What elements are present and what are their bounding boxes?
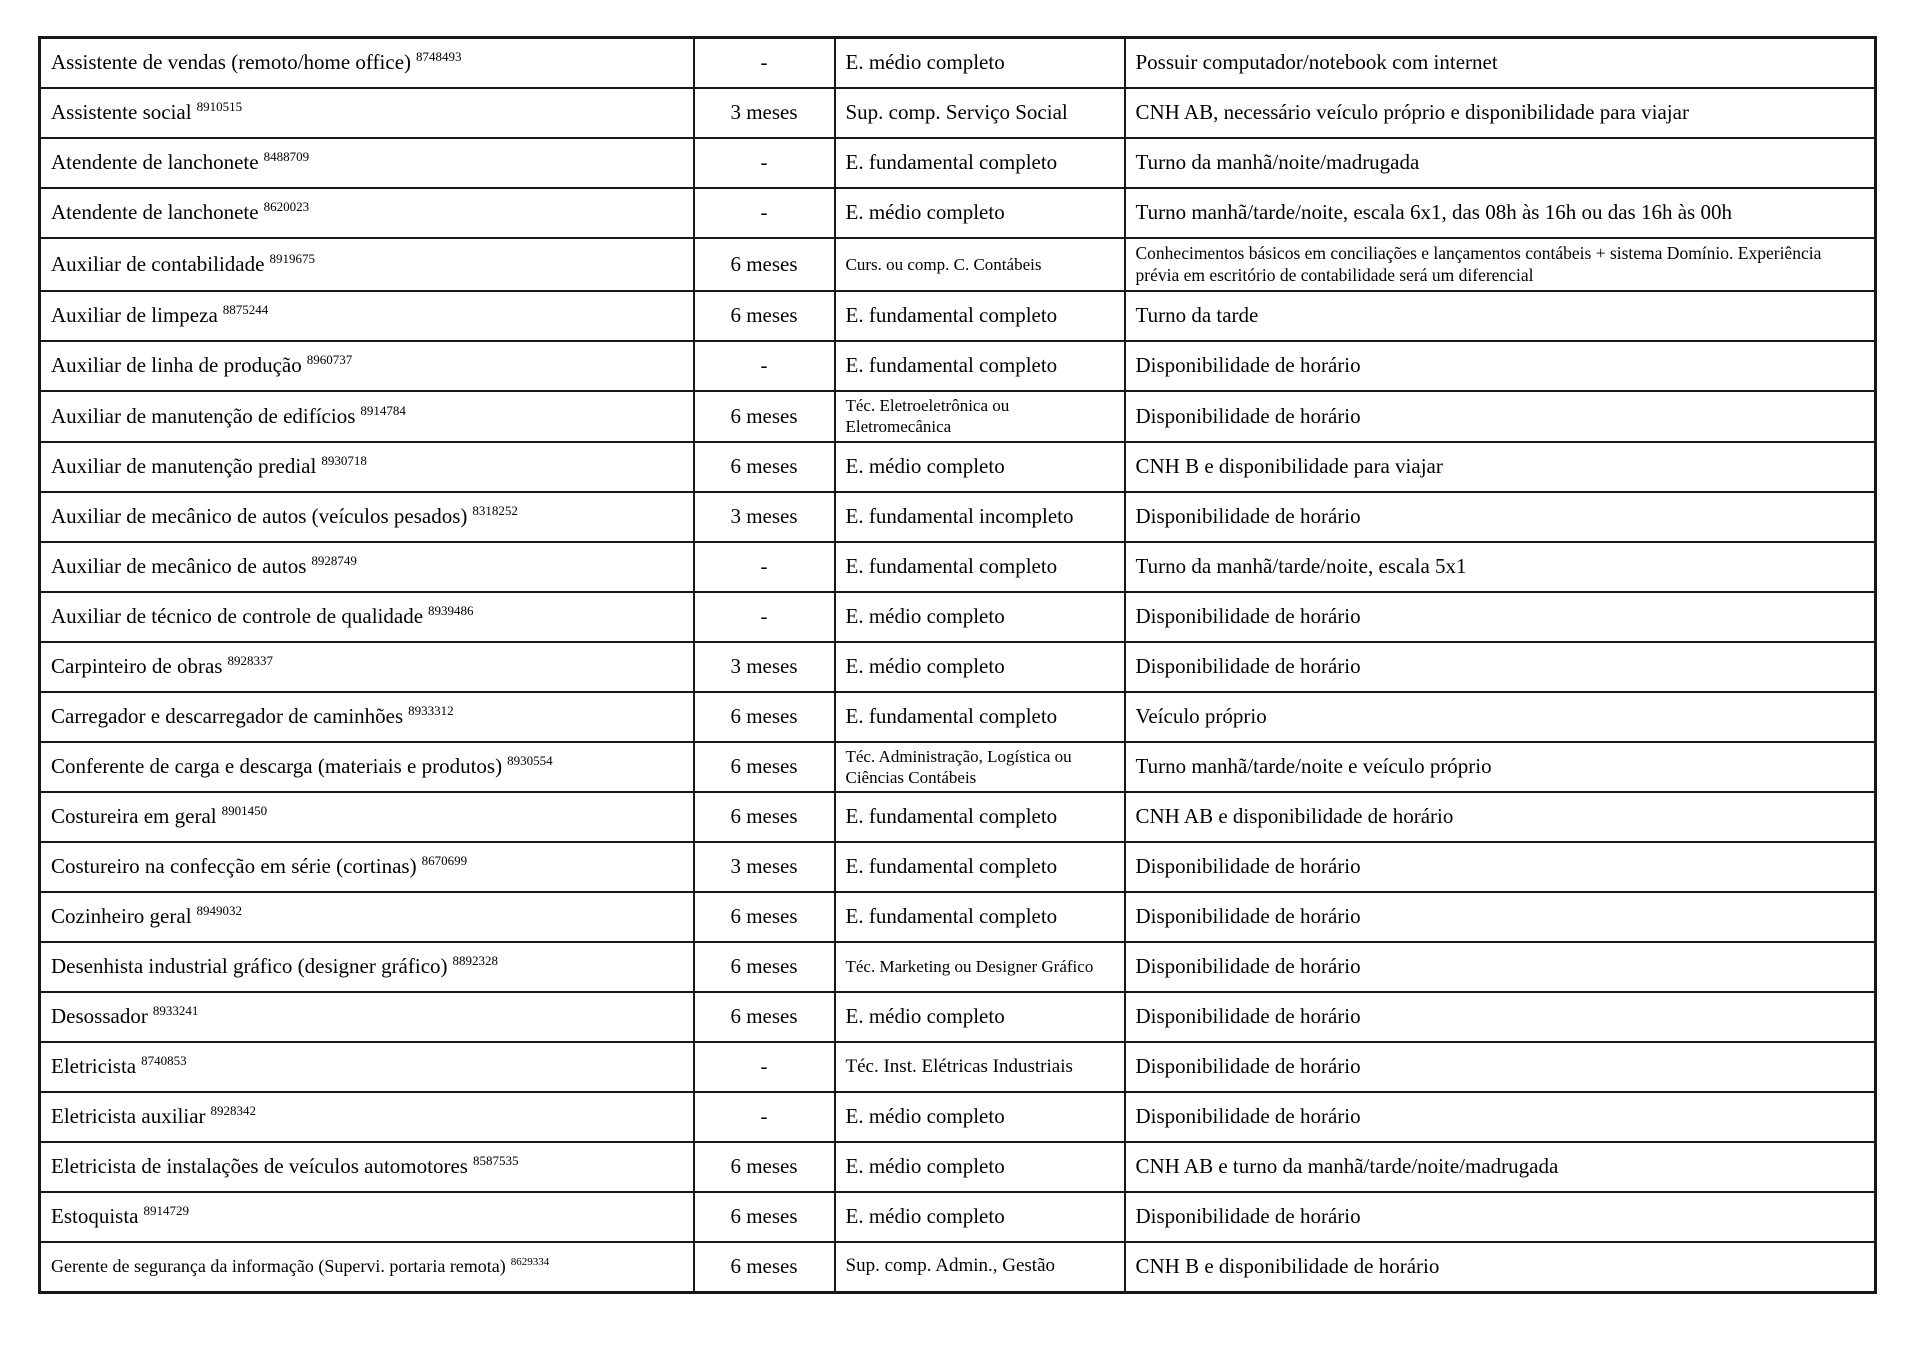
job-title: Auxiliar de manutenção predial <box>51 453 317 478</box>
education-cell: Sup. comp. Admin., Gestão <box>835 1242 1125 1292</box>
experience-cell: 6 meses <box>694 442 835 492</box>
table-row <box>40 291 1876 341</box>
education-cell: E. médio completo <box>835 38 1125 88</box>
experience-cell: 6 meses <box>694 1142 835 1192</box>
job-title-cell <box>40 892 694 942</box>
job-title-cell <box>40 291 694 341</box>
table-row <box>40 391 1876 442</box>
job-title: Desossador <box>51 1004 148 1029</box>
education-cell: E. fundamental incompleto <box>835 492 1125 542</box>
vacancy-id: 8930718 <box>321 452 367 468</box>
requirements-cell: CNH AB e disponibilidade de horário <box>1125 792 1876 842</box>
experience-cell: 6 meses <box>694 942 835 992</box>
experience-cell: - <box>694 341 835 391</box>
job-title-cell <box>40 1192 694 1242</box>
experience-cell: 6 meses <box>694 792 835 842</box>
job-title: Auxiliar de técnico de controle de qualidade <box>51 603 424 628</box>
vacancy-id: 8930554 <box>507 753 553 769</box>
requirements-cell: Disponibilidade de horário <box>1125 1042 1876 1092</box>
vacancy-id: 8740853 <box>141 1053 187 1069</box>
table-row <box>40 942 1876 992</box>
education-cell: E. fundamental completo <box>835 892 1125 942</box>
job-title: Cozinheiro geral <box>51 904 192 929</box>
requirements-cell: Turno manhã/tarde/noite, escala 6x1, das 08h às 16h ou das 16h às 00h <box>1125 188 1876 238</box>
job-title-cell <box>40 592 694 642</box>
table-row <box>40 1192 1876 1242</box>
table-row <box>40 642 1876 692</box>
job-title: Desenhista industrial gráfico (designer gráfico) <box>51 954 448 979</box>
education-cell: E. fundamental completo <box>835 341 1125 391</box>
requirements-cell: Disponibilidade de horário <box>1125 341 1876 391</box>
requirements-cell: Disponibilidade de horário <box>1125 992 1876 1042</box>
education-cell: Sup. comp. Serviço Social <box>835 88 1125 138</box>
requirements-cell: CNH B e disponibilidade para viajar <box>1125 442 1876 492</box>
education-cell: Téc. Administração, Logística ou Ciências Contábeis <box>835 742 1125 793</box>
experience-cell: 3 meses <box>694 842 835 892</box>
vacancy-id: 8620023 <box>263 198 310 214</box>
job-title: Auxiliar de contabilidade <box>51 251 265 276</box>
experience-cell: - <box>694 38 835 88</box>
job-title-cell <box>40 542 694 592</box>
job-listings-table <box>38 36 1877 1294</box>
table-row <box>40 742 1876 793</box>
job-title-cell <box>40 692 694 742</box>
education-cell: E. fundamental completo <box>835 792 1125 842</box>
requirements-cell: Disponibilidade de horário <box>1125 592 1876 642</box>
table-row <box>40 238 1876 292</box>
job-title-cell <box>40 992 694 1042</box>
requirements-cell: Disponibilidade de horário <box>1125 492 1876 542</box>
vacancy-id: 8670699 <box>421 853 468 869</box>
experience-cell: - <box>694 138 835 188</box>
requirements-cell: CNH B e disponibilidade de horário <box>1125 1242 1876 1292</box>
education-cell: E. médio completo <box>835 642 1125 692</box>
requirements-cell: Turno manhã/tarde/noite e veículo próprio <box>1125 742 1876 793</box>
requirements-cell: Turno da tarde <box>1125 291 1876 341</box>
education-cell: E. fundamental completo <box>835 842 1125 892</box>
experience-cell: 3 meses <box>694 492 835 542</box>
requirements-cell: Veículo próprio <box>1125 692 1876 742</box>
job-title: Assistente social <box>51 99 192 124</box>
requirements-cell: Turno da manhã/tarde/noite, escala 5x1 <box>1125 542 1876 592</box>
vacancy-id: 8901450 <box>221 803 268 819</box>
experience-cell: 3 meses <box>694 88 835 138</box>
requirements-cell: Disponibilidade de horário <box>1125 1092 1876 1142</box>
vacancy-id: 8928337 <box>227 652 273 668</box>
job-title: Carpinteiro de obras <box>51 653 223 678</box>
education-cell: E. médio completo <box>835 188 1125 238</box>
vacancy-id: 8939486 <box>428 602 474 618</box>
experience-cell: - <box>694 542 835 592</box>
table-row <box>40 138 1876 188</box>
job-title-cell <box>40 88 694 138</box>
education-cell: E. médio completo <box>835 592 1125 642</box>
table-row <box>40 88 1876 138</box>
table-row <box>40 792 1876 842</box>
job-title: Assistente de vendas (remoto/home office) <box>51 50 412 75</box>
education-cell: E. médio completo <box>835 1092 1125 1142</box>
table-row <box>40 38 1876 88</box>
job-title: Atendente de lanchonete <box>51 199 259 224</box>
experience-cell: - <box>694 188 835 238</box>
education-cell: Téc. Eletroeletrônica ou Eletromecânica <box>835 391 1125 442</box>
job-title-cell <box>40 942 694 992</box>
job-title: Conferente de carga e descarga (materiais e produtos) <box>51 754 503 779</box>
requirements-cell: Disponibilidade de horário <box>1125 1192 1876 1242</box>
job-title: Costureiro na confecção em série (cortinas) <box>51 854 417 879</box>
experience-cell: 6 meses <box>694 692 835 742</box>
job-title: Auxiliar de linha de produção <box>51 353 302 378</box>
job-title-cell <box>40 188 694 238</box>
experience-cell: 6 meses <box>694 742 835 793</box>
table-row <box>40 442 1876 492</box>
table-row <box>40 992 1876 1042</box>
experience-cell: 6 meses <box>694 1242 835 1292</box>
vacancy-id: 8933312 <box>408 702 454 718</box>
experience-cell: - <box>694 1092 835 1142</box>
job-title: Estoquista <box>51 1204 139 1229</box>
requirements-cell: Disponibilidade de horário <box>1125 642 1876 692</box>
education-cell: E. fundamental completo <box>835 138 1125 188</box>
job-title-cell <box>40 792 694 842</box>
job-title-cell <box>40 442 694 492</box>
job-title: Eletricista <box>51 1054 137 1079</box>
vacancy-id: 8488709 <box>263 148 310 164</box>
education-cell: E. médio completo <box>835 992 1125 1042</box>
job-title: Carregador e descarregador de caminhões <box>51 703 404 728</box>
vacancy-id: 8892328 <box>452 953 499 969</box>
job-title: Eletricista auxiliar <box>51 1104 206 1129</box>
table-row <box>40 592 1876 642</box>
job-title: Gerente de segurança da informação (Supervi. portaria remota) <box>51 1255 506 1276</box>
experience-cell: 6 meses <box>694 892 835 942</box>
experience-cell: - <box>694 1042 835 1092</box>
table-row <box>40 188 1876 238</box>
job-title: Auxiliar de limpeza <box>51 303 218 328</box>
job-title: Costureira em geral <box>51 804 217 829</box>
experience-cell: - <box>694 592 835 642</box>
vacancy-id: 8910515 <box>196 98 243 114</box>
requirements-cell: Possuir computador/notebook com internet <box>1125 38 1876 88</box>
table-row <box>40 892 1876 942</box>
education-cell: E. médio completo <box>835 1192 1125 1242</box>
education-cell: E. médio completo <box>835 1142 1125 1192</box>
job-title-cell <box>40 642 694 692</box>
vacancy-id: 8914784 <box>360 402 406 418</box>
requirements-cell: Turno da manhã/noite/madrugada <box>1125 138 1876 188</box>
vacancy-id: 8928749 <box>311 552 357 568</box>
job-title-cell <box>40 742 694 793</box>
job-title-cell <box>40 1042 694 1092</box>
requirements-cell: Conhecimentos básicos em conciliações e lançamentos contábeis + sistema Domínio. Experiência prévia em escritório de contabilidade será um diferencial <box>1125 238 1876 292</box>
requirements-cell: Disponibilidade de horário <box>1125 892 1876 942</box>
vacancy-id: 8629334 <box>510 1255 550 1268</box>
table-row <box>40 341 1876 391</box>
requirements-cell: Disponibilidade de horário <box>1125 391 1876 442</box>
requirements-cell: Disponibilidade de horário <box>1125 942 1876 992</box>
experience-cell: 3 meses <box>694 642 835 692</box>
experience-cell: 6 meses <box>694 992 835 1042</box>
job-title-cell <box>40 842 694 892</box>
vacancy-id: 8933241 <box>152 1003 199 1019</box>
job-title-cell <box>40 341 694 391</box>
job-table-body <box>40 38 1876 1293</box>
vacancy-id: 8928342 <box>210 1103 257 1119</box>
table-row <box>40 492 1876 542</box>
education-cell: E. médio completo <box>835 442 1125 492</box>
job-title: Auxiliar de manutenção de edifícios <box>51 403 356 428</box>
vacancy-id: 8949032 <box>196 903 243 919</box>
vacancy-id: 8919675 <box>269 250 315 266</box>
table-row <box>40 1142 1876 1192</box>
table-row <box>40 692 1876 742</box>
vacancy-id: 8318252 <box>472 502 518 518</box>
education-cell: E. fundamental completo <box>835 542 1125 592</box>
vacancy-id: 8875244 <box>222 302 269 318</box>
job-title-cell <box>40 238 694 292</box>
job-title-cell <box>40 38 694 88</box>
job-title: Eletricista de instalações de veículos automotores <box>51 1154 468 1179</box>
experience-cell: 6 meses <box>694 1192 835 1242</box>
education-cell: Téc. Inst. Elétricas Industriais <box>835 1042 1125 1092</box>
requirements-cell: CNH AB e turno da manhã/tarde/noite/madrugada <box>1125 1142 1876 1192</box>
table-row <box>40 1242 1876 1292</box>
requirements-cell: CNH AB, necessário veículo próprio e disponibilidade para viajar <box>1125 88 1876 138</box>
experience-cell: 6 meses <box>694 291 835 341</box>
job-title: Auxiliar de mecânico de autos (veículos pesados) <box>51 503 468 528</box>
job-title-cell <box>40 1142 694 1192</box>
job-title-cell <box>40 391 694 442</box>
vacancy-id: 8587535 <box>472 1153 519 1169</box>
vacancy-id: 8960737 <box>306 352 353 368</box>
job-title-cell <box>40 138 694 188</box>
education-cell: Téc. Marketing ou Designer Gráfico <box>835 942 1125 992</box>
job-title: Auxiliar de mecânico de autos <box>51 553 307 578</box>
table-row <box>40 1092 1876 1142</box>
experience-cell: 6 meses <box>694 391 835 442</box>
education-cell: E. fundamental completo <box>835 692 1125 742</box>
vacancy-id: 8914729 <box>143 1203 189 1219</box>
education-cell: Curs. ou comp. C. Contábeis <box>835 238 1125 292</box>
education-cell: E. fundamental completo <box>835 291 1125 341</box>
table-row <box>40 1042 1876 1092</box>
job-title-cell <box>40 492 694 542</box>
table-row <box>40 542 1876 592</box>
requirements-cell: Disponibilidade de horário <box>1125 842 1876 892</box>
vacancy-id: 8748493 <box>416 49 462 65</box>
job-title: Atendente de lanchonete <box>51 149 259 174</box>
job-title-cell <box>40 1242 694 1292</box>
table-row <box>40 842 1876 892</box>
experience-cell: 6 meses <box>694 238 835 292</box>
job-title-cell <box>40 1092 694 1142</box>
